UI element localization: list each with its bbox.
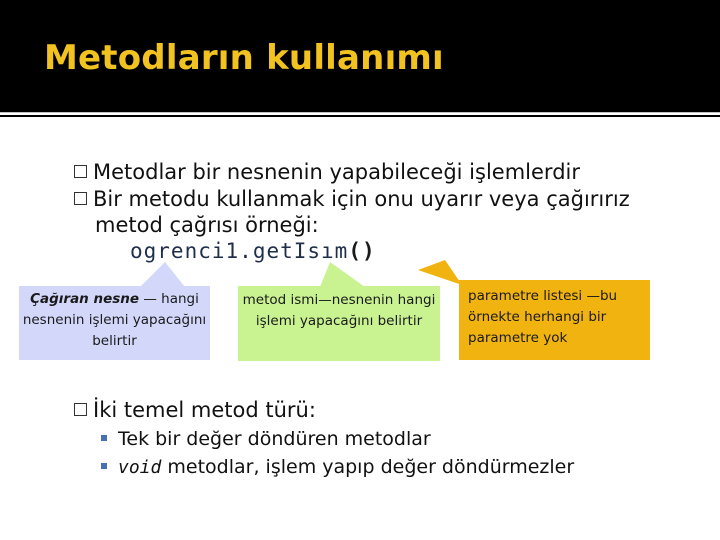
sub-item-1-text: Tek bir değer döndüren metodlar [118, 428, 431, 450]
callout-caller-emphasis: Çağıran nesne [30, 291, 140, 307]
sub-item-2-code: void [118, 457, 162, 478]
code-dot: . [239, 239, 253, 263]
checkbox-bullet-icon [74, 403, 87, 416]
square-bullet-icon [101, 463, 107, 469]
bullet-2-text: Bir metodu kullanmak için onu uyarır veya çağırırız [93, 187, 630, 211]
callout-method-text: metod ismi—nesnenin hangi işlemi yapacağını belirtir [242, 292, 436, 329]
sub-item-1 [101, 428, 431, 450]
bullet-2-continuation: metod çağrısı örneği: [95, 213, 319, 237]
code-parens: () [348, 239, 376, 263]
square-bullet-icon [101, 435, 107, 441]
callout-parameter-list [459, 280, 650, 360]
bullet-3 [74, 398, 316, 422]
slide-title: Metodların kullanımı [44, 38, 444, 78]
callout-method-name [238, 286, 440, 361]
sub-item-2-text: metodlar, işlem yapıp değer döndürmezler [161, 456, 575, 478]
bullet-1-text: Metodlar bir nesnenin yapabileceği işlemlerdir [93, 160, 580, 184]
caller-pointer [140, 262, 185, 287]
sub-item-2 [101, 456, 574, 479]
callout-caller-text: — hangi nesnenin işlemi yapacağını belirtir [22, 291, 207, 349]
method-pointer [320, 262, 365, 287]
code-object: ogrenci1 [130, 239, 240, 263]
params-pointer [418, 260, 462, 285]
callout-caller-object [19, 286, 210, 360]
code-method: getIsım [252, 239, 349, 263]
bullet-3-text: İki temel metod türü: [93, 398, 316, 422]
callout-params-text: parametre listesi —bu örnekte herhangi bir parametre yok [468, 288, 618, 346]
